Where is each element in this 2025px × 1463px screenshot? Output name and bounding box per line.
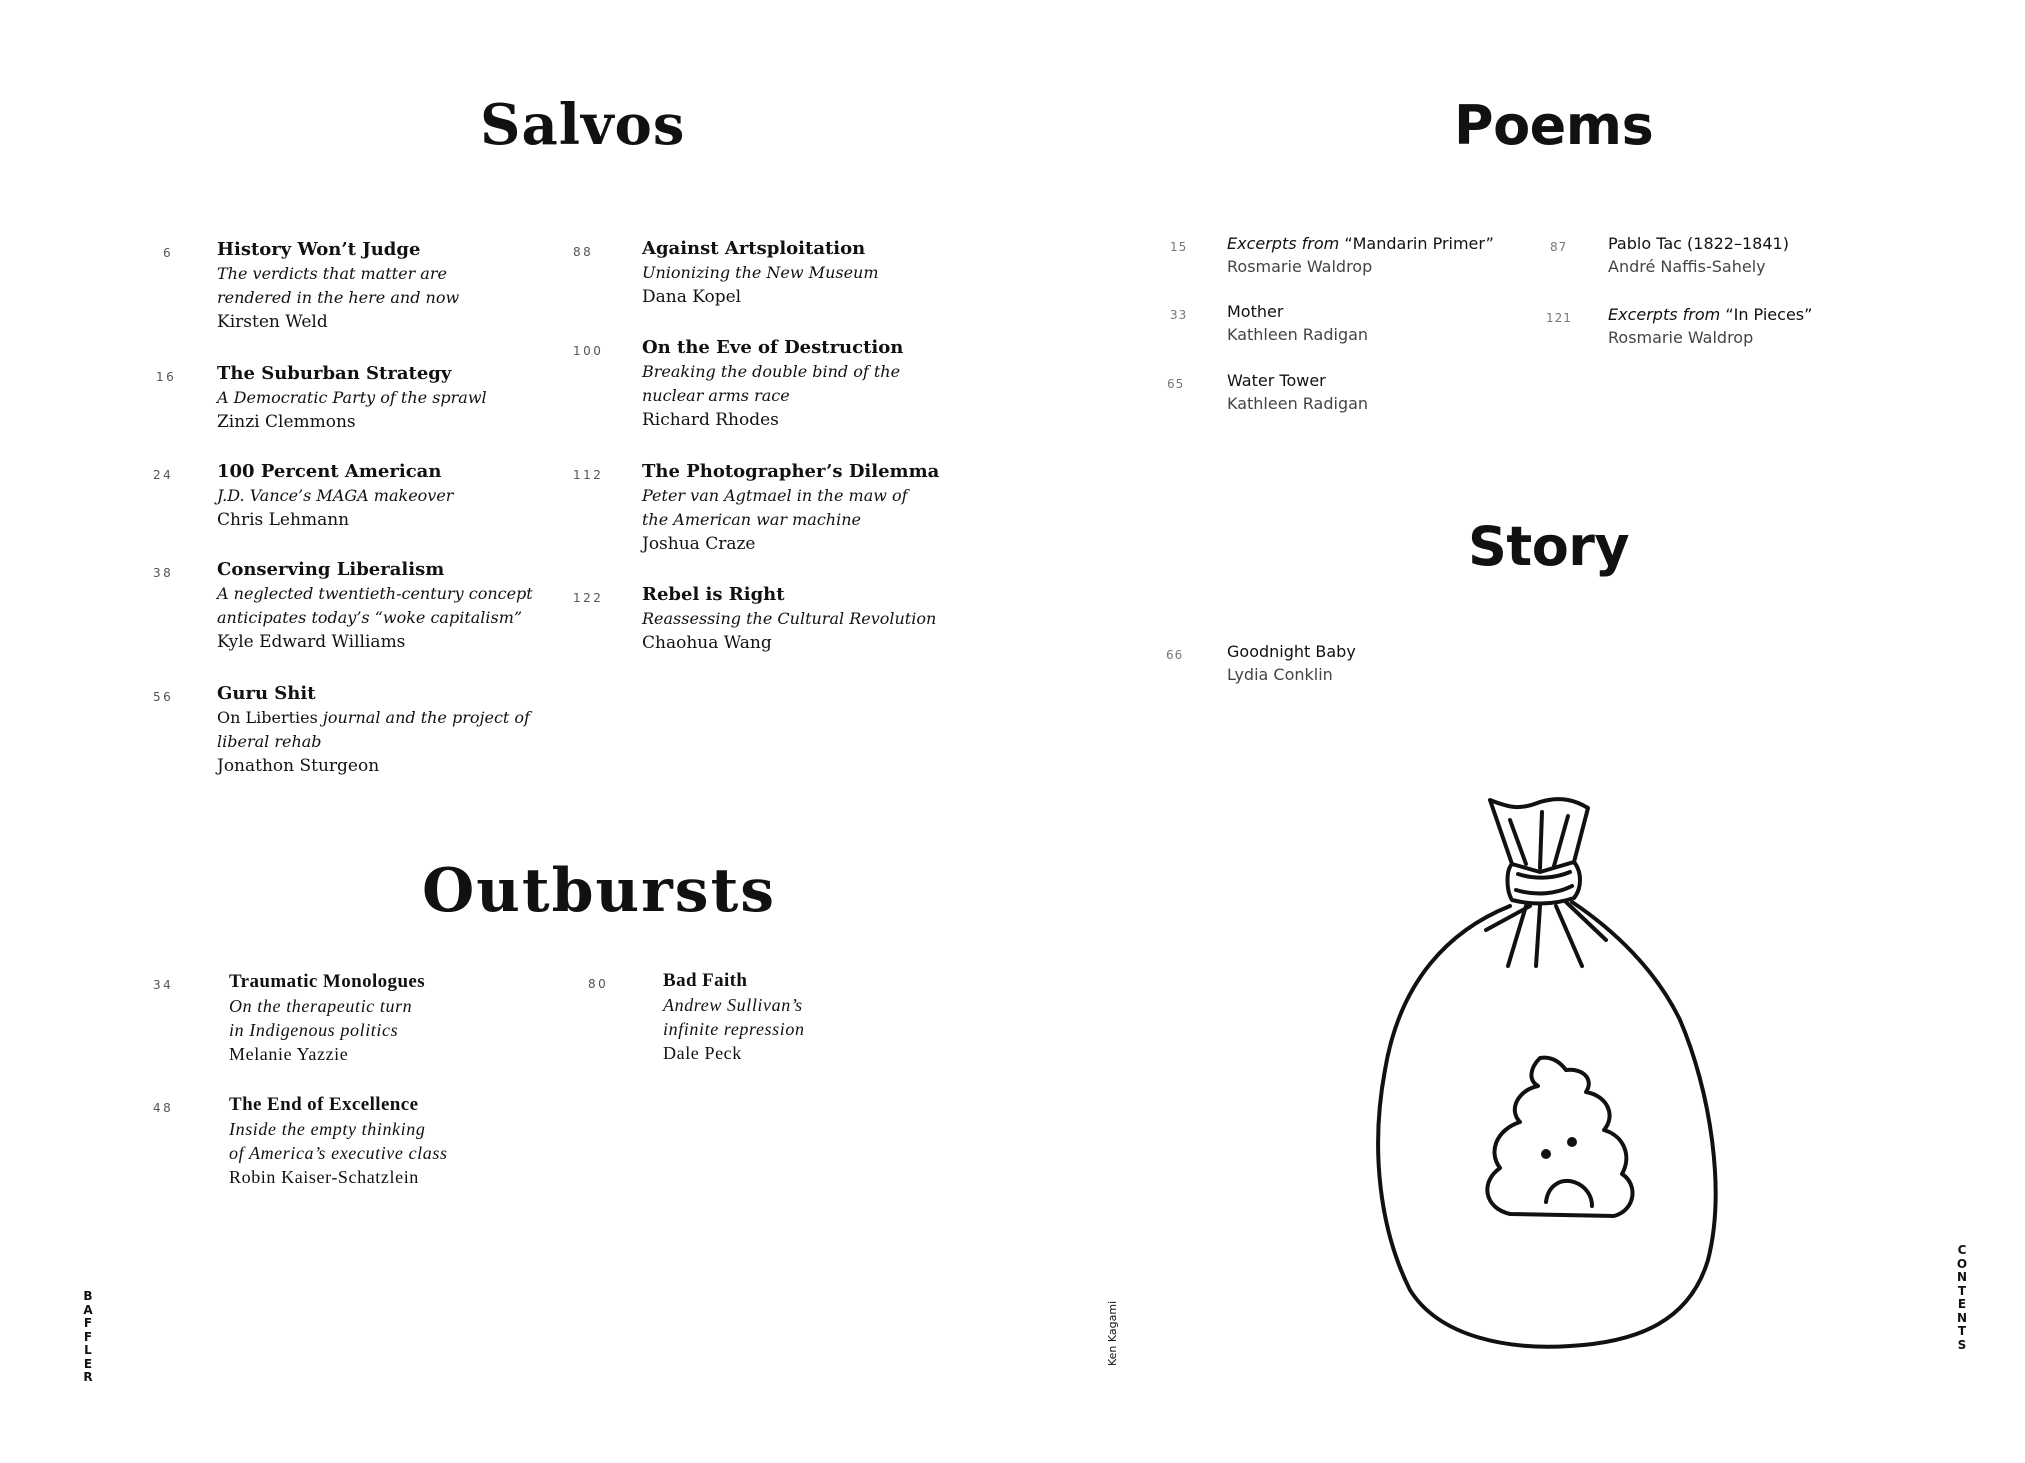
poem-title: Water Tower [1227, 371, 1326, 390]
article-title: Against Artsploitation [642, 238, 866, 259]
poem-title: Pablo Tac (1822–1841) [1608, 234, 1789, 253]
article-author: Chaohua Wang [642, 633, 772, 653]
page-number: 24 [153, 468, 174, 482]
article-subtitle: Andrew Sullivan’s [663, 995, 803, 1015]
poem-author: Kathleen Radigan [1227, 394, 1369, 413]
article-author: Joshua Craze [642, 534, 756, 554]
article-title: The Suburban Strategy [217, 363, 452, 384]
page-number: 6 [163, 246, 174, 260]
article-title: Conserving Liberalism [217, 559, 445, 580]
page-number: 66 [1166, 648, 1184, 662]
story-heading: Story [1468, 515, 1630, 578]
article-subtitle: liberal rehab [217, 732, 322, 751]
illustration-credit: Ken Kagami [1106, 1300, 1119, 1366]
article-subtitle: Breaking the double bind of the [642, 362, 901, 381]
poem-author: Rosmarie Waldrop [1608, 328, 1754, 347]
outbursts-heading: Outbursts [422, 856, 777, 926]
section-label-vertical: CONTENTS [1956, 1243, 1968, 1352]
page-number: 122 [573, 591, 604, 605]
article-subtitle: rendered in the here and now [217, 288, 460, 307]
article-subtitle: On Liberties journal and the project of [217, 708, 530, 727]
article-subtitle: Peter van Agtmael in the maw of [642, 486, 908, 505]
article-author: Jonathon Sturgeon [217, 756, 380, 776]
page-number: 38 [153, 566, 174, 580]
article-title: Rebel is Right [642, 584, 785, 605]
article-author: Melanie Yazzie [229, 1044, 349, 1064]
page-number: 16 [156, 370, 177, 384]
article-author: Richard Rhodes [642, 410, 779, 430]
article-title: The Photographer’s Dilemma [642, 461, 940, 482]
article-subtitle: Inside the empty thinking [229, 1119, 426, 1139]
article-title: Guru Shit [217, 683, 316, 704]
page-number: 88 [573, 245, 594, 259]
page-number: 48 [153, 1101, 174, 1115]
page-number: 121 [1546, 311, 1572, 325]
article-subtitle: of America’s executive class [229, 1143, 448, 1163]
article-author: Zinzi Clemmons [217, 412, 356, 432]
article-author: Robin Kaiser-Schatzlein [229, 1167, 419, 1187]
article-title: 100 Percent American [217, 461, 442, 482]
article-subtitle: infinite repression [663, 1019, 805, 1039]
article-subtitle: anticipates today’s “woke capitalism” [217, 608, 523, 627]
tied-trash-bag-with-sad-poop-icon [1360, 790, 1730, 1360]
article-subtitle: Unionizing the New Museum [642, 263, 879, 282]
page-number: 15 [1170, 240, 1188, 254]
magazine-name-vertical: BAFFLER [83, 1289, 93, 1384]
page-number: 87 [1550, 240, 1568, 254]
page-number: 65 [1167, 377, 1185, 391]
salvos-heading: Salvos [480, 92, 686, 158]
story-author: Lydia Conklin [1227, 665, 1333, 684]
page-number: 112 [573, 468, 604, 482]
poem-title: Excerpts from “Mandarin Primer” [1227, 234, 1494, 253]
article-title: The End of Excellence [229, 1094, 419, 1115]
article-author: Kyle Edward Williams [217, 632, 406, 652]
article-subtitle: nuclear arms race [642, 386, 790, 405]
poem-author: Kathleen Radigan [1227, 325, 1369, 344]
article-subtitle: A Democratic Party of the sprawl [217, 388, 487, 407]
article-title: Bad Faith [663, 970, 748, 991]
article-title: History Won’t Judge [217, 239, 421, 260]
article-subtitle: The verdicts that matter are [217, 264, 447, 283]
poem-author: Rosmarie Waldrop [1227, 257, 1373, 276]
poem-author: André Naffis-Sahely [1608, 257, 1766, 276]
page-number: 34 [153, 978, 174, 992]
poems-heading: Poems [1454, 94, 1654, 157]
article-subtitle: On the therapeutic turn [229, 996, 413, 1016]
page-number: 100 [573, 344, 604, 358]
article-subtitle: J.D. Vance’s MAGA makeover [217, 486, 454, 505]
page-number: 56 [153, 690, 174, 704]
page-number: 80 [588, 977, 609, 991]
article-subtitle: A neglected twentieth-century concept [217, 584, 533, 603]
article-subtitle: in Indigenous politics [229, 1020, 399, 1040]
poem-title: Mother [1227, 302, 1284, 321]
page-number: 33 [1170, 308, 1188, 322]
article-author: Chris Lehmann [217, 510, 350, 530]
article-author: Dana Kopel [642, 287, 742, 307]
article-subtitle: Reassessing the Cultural Revolution [642, 609, 937, 628]
article-author: Dale Peck [663, 1043, 742, 1063]
article-author: Kirsten Weld [217, 312, 328, 332]
article-title: Traumatic Monologues [229, 971, 426, 992]
story-title: Goodnight Baby [1227, 642, 1356, 661]
article-title: On the Eve of Destruction [642, 337, 904, 358]
poem-title: Excerpts from “In Pieces” [1608, 305, 1813, 324]
journal-name: On Liberties [217, 708, 318, 727]
article-subtitle: the American war machine [642, 510, 861, 529]
